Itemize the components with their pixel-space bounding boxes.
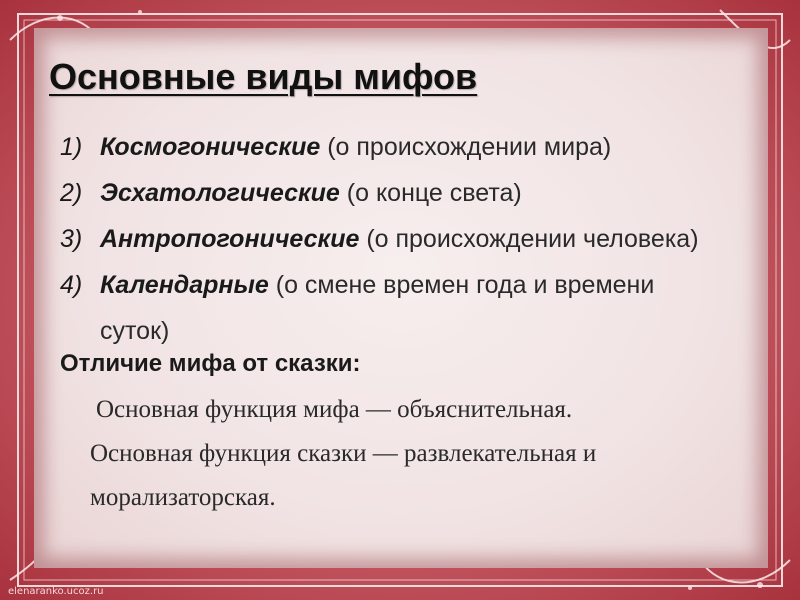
source-credit: elenaranko.ucoz.ru: [8, 586, 104, 597]
list-item: [60, 170, 760, 216]
list-item: [60, 124, 760, 170]
item-number: 1): [60, 133, 83, 161]
myth-type-term: Эсхатологические: [100, 179, 340, 207]
myth-type-term: Космогонические: [100, 133, 321, 161]
page-title: Основные виды мифов: [49, 56, 478, 97]
item-number: 3): [60, 225, 83, 253]
myth-type-description: (о происхождении мира): [320, 133, 612, 161]
item-number: 4): [60, 271, 83, 299]
myth-type-term: Антропогонические: [100, 225, 360, 253]
item-number: 2): [60, 179, 83, 207]
difference-heading: Отличие мифа от сказки:: [60, 350, 361, 377]
myth-type-description-continued: суток): [100, 317, 170, 345]
list-item: [60, 216, 760, 262]
tale-function-text: Основная функция сказки — развлекательная и: [90, 440, 597, 467]
myth-type-description: (о конце света): [339, 179, 522, 207]
myth-type-description: (о происхождении человека): [359, 225, 699, 253]
myth-types-list: [60, 124, 760, 354]
list-item: [60, 262, 760, 354]
myth-type-description: (о смене времен года и времени: [268, 271, 655, 299]
myth-type-term: Календарные: [100, 271, 269, 299]
tale-function-text-continued: морализаторская.: [90, 484, 276, 511]
myth-function-text: Основная функция мифа — объяснительная.: [96, 396, 573, 423]
